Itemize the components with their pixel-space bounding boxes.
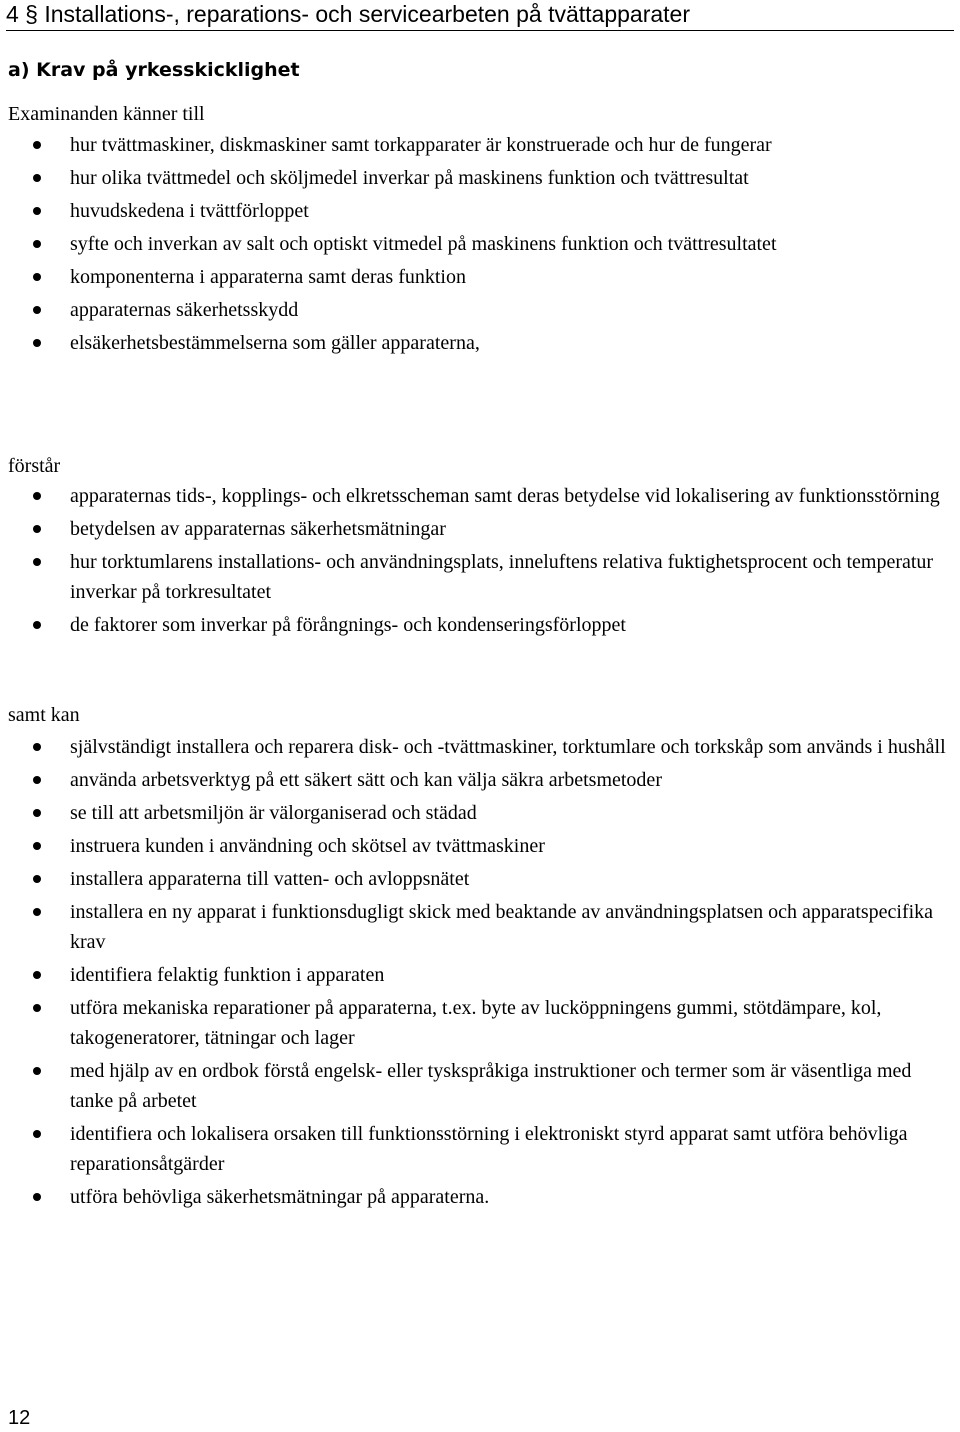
- list-item: [0, 481, 955, 511]
- bullet-icon: [33, 1130, 41, 1138]
- bullet-icon: [33, 971, 41, 979]
- list-item: [0, 1056, 955, 1116]
- bullet-icon: [33, 908, 41, 916]
- list-item: [0, 765, 955, 795]
- list-item: [0, 960, 955, 990]
- list-item-text: apparaternas säkerhetsskydd: [70, 299, 299, 321]
- list-item-text: elsäkerhetsbestämmelserna som gäller apparaterna,: [70, 332, 480, 354]
- list-item-text: betydelsen av apparaternas säkerhetsmätningar: [70, 518, 446, 540]
- understands-list: [0, 481, 960, 643]
- bullet-icon: [33, 1067, 41, 1075]
- list-item-text: installera en ny apparat i funktionsdugligt skick med beaktande av användningsplatsen och apparatspecifika krav: [70, 901, 934, 953]
- bullet-icon: [33, 842, 41, 850]
- knows-list: [0, 130, 960, 361]
- list-item-text: självständigt installera och reparera disk- och -tvättmaskiner, torktumlare och torkskåp som används i hushåll: [70, 736, 946, 758]
- list-item-text: hur olika tvättmedel och sköljmedel inverkar på maskinens funktion och tvättresultat: [70, 167, 749, 189]
- bullet-icon: [33, 207, 41, 215]
- intro-can: samt kan: [8, 704, 80, 726]
- list-item: [0, 993, 955, 1053]
- list-item: [0, 130, 955, 160]
- list-item-text: hur torktumlarens installations- och användningsplats, inneluftens relativa fuktighetsprocent och temperatur inverkar på torkresultatet: [70, 551, 934, 603]
- intro-understands: förstår: [8, 455, 61, 477]
- list-item-text: identifiera och lokalisera orsaken till funktionsstörning i elektroniskt styrd apparat samt utföra behövliga reparationsåtgärder: [70, 1123, 908, 1175]
- list-item: [0, 798, 955, 828]
- bullet-icon: [33, 1004, 41, 1012]
- list-item: [0, 732, 955, 762]
- list-item-text: apparaternas tids-, kopplings- och elkretsscheman samt deras betydelse vid lokalisering av funktionsstörning: [70, 485, 940, 507]
- bullet-icon: [33, 621, 41, 629]
- bullet-icon: [33, 306, 41, 314]
- bullet-icon: [33, 525, 41, 533]
- bullet-icon: [33, 776, 41, 784]
- bullet-icon: [33, 174, 41, 182]
- section-heading: 4 § Installations-, reparations- och servicearbeten på tvättapparater: [6, 0, 954, 31]
- list-item: [0, 328, 955, 358]
- list-item-text: installera apparaterna till vatten- och avloppsnätet: [70, 868, 470, 890]
- list-item: [0, 864, 955, 894]
- list-item-text: hur tvättmaskiner, diskmaskiner samt torkapparater är konstruerade och hur de fungerar: [70, 134, 772, 156]
- bullet-icon: [33, 273, 41, 281]
- list-item-text: utföra mekaniska reparationer på apparaterna, t.ex. byte av lucköppningens gummi, stötdämpare, kol, takogeneratorer, tätningar och lager: [70, 997, 882, 1049]
- list-item-text: huvudskedena i tvättförloppet: [70, 200, 309, 222]
- list-item: [0, 897, 955, 957]
- list-item-text: instruera kunden i användning och skötsel av tvättmaskiner: [70, 835, 545, 857]
- list-item: [0, 196, 955, 226]
- list-item: [0, 262, 955, 292]
- bullet-icon: [33, 809, 41, 817]
- list-item: [0, 547, 955, 607]
- list-item-text: syfte och inverkan av salt och optiskt vitmedel på maskinens funktion och tvättresultatet: [70, 233, 777, 255]
- list-item: [0, 831, 955, 861]
- bullet-icon: [33, 492, 41, 500]
- list-item: [0, 1119, 955, 1179]
- list-item-text: utföra behövliga säkerhetsmätningar på apparaterna.: [70, 1186, 490, 1208]
- list-item: [0, 514, 955, 544]
- bullet-icon: [33, 558, 41, 566]
- can-list: [0, 732, 960, 1215]
- bullet-icon: [33, 141, 41, 149]
- list-item: [0, 295, 955, 325]
- list-item-text: komponenterna i apparaterna samt deras funktion: [70, 266, 466, 288]
- list-item-text: med hjälp av en ordbok förstå engelsk- eller tyskspråkiga instruktioner och termer som är väsentliga med tanke på arbetet: [70, 1060, 912, 1112]
- list-item: [0, 229, 955, 259]
- subsection-heading: a) Krav på yrkesskicklighet: [8, 59, 300, 81]
- list-item-text: identifiera felaktig funktion i apparaten: [70, 964, 385, 986]
- page-number: 12: [8, 1407, 31, 1429]
- bullet-icon: [33, 240, 41, 248]
- bullet-icon: [33, 743, 41, 751]
- bullet-icon: [33, 875, 41, 883]
- bullet-icon: [33, 1193, 41, 1201]
- list-item-text: de faktorer som inverkar på förångnings- och kondenseringsförloppet: [70, 614, 626, 636]
- list-item: [0, 610, 955, 640]
- list-item-text: se till att arbetsmiljön är välorganiserad och städad: [70, 802, 477, 824]
- intro-knows: Examinanden känner till: [8, 103, 205, 125]
- bullet-icon: [33, 339, 41, 347]
- list-item: [0, 163, 955, 193]
- list-item: [0, 1182, 955, 1212]
- list-item-text: använda arbetsverktyg på ett säkert sätt och kan välja säkra arbetsmetoder: [70, 769, 662, 791]
